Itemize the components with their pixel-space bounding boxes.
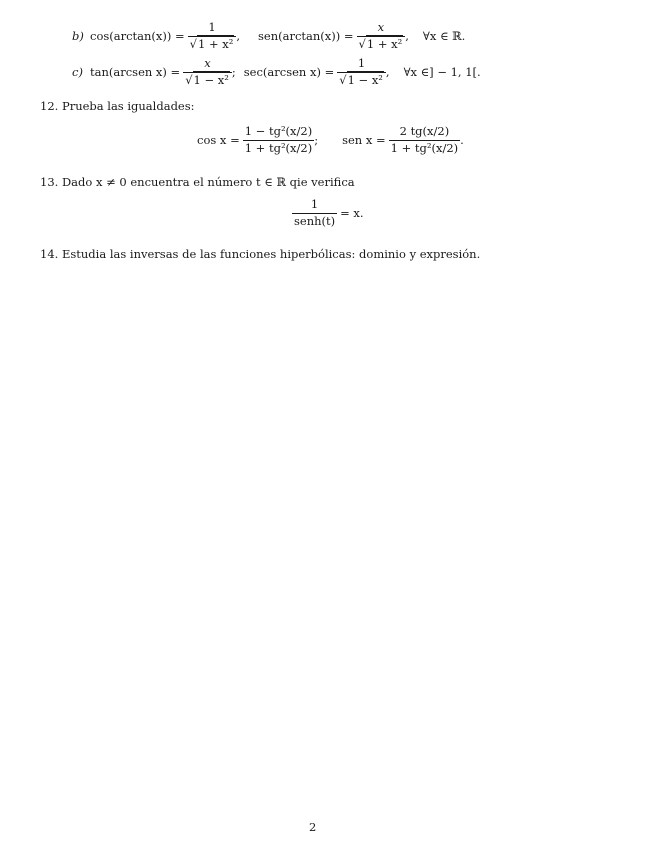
item-c-eq2-fraction [337,58,386,86]
problem-13-text: Dado x ≠ 0 encuentra el número t ∈ ℝ qie verifica [61,175,355,189]
item-c [72,58,481,86]
item-b-eq1-lhs: cos(arctan(x)) = [90,29,185,43]
problem-14-text: Estudia las inversas de las funciones hiperbólicas: dominio y expresión. [61,247,481,261]
item-c-eq1-radicand: 1 − x² [193,72,229,87]
item-c-eq2-numerator: 1 [357,56,366,70]
problem-13-denominator: senh(t) [294,213,336,228]
item-c-sep2: , [385,65,390,79]
item-b-sep2: , [405,29,409,43]
item-b-eq1-fraction [188,22,237,50]
item-b-eq2-radicand: 1 + x² [366,36,403,51]
problem-12 [40,99,195,113]
item-c-condition: ∀x ∈] − 1, 1[. [403,65,481,79]
sqrt-symbol: √1 + x² [358,36,403,51]
item-b-condition: ∀x ∈ ℝ. [422,29,466,43]
item-b-eq2-numerator: x [377,20,385,34]
problem-12-text: Prueba las igualdades: [61,99,195,113]
problem-12-eq1-lhs: cos x = [197,133,240,147]
problem-12-sep2: . [460,133,464,147]
problem-12-eq2-lhs: sen x = [342,133,386,147]
sqrt-symbol: √1 + x² [189,36,234,51]
problem-13 [40,175,355,189]
item-b-eq2-lhs: sen(arctan(x)) = [258,29,354,43]
problem-12-eq1-fraction [243,126,315,154]
item-b [72,22,465,50]
item-c-eq1-lhs: tan(arcsen x) = [90,65,181,79]
problem-12-eq2-numerator: 2 tg(x/2) [399,124,450,138]
item-b-eq2-fraction [357,22,406,50]
item-c-eq2-lhs: sec(arcsen x) = [243,65,335,79]
problem-12-eq2-fraction [389,126,461,154]
item-b-label: b) [72,29,84,43]
problem-12-eq2-denominator: 1 + tg²(x/2) [390,140,459,155]
item-c-eq1-numerator: x [204,56,211,70]
item-b-eq1-radicand: 1 + x² [198,36,234,51]
page-number: 2 [309,820,317,834]
problem-13-fraction [292,199,337,227]
sqrt-symbol: √1 − x² [185,72,229,87]
item-c-label: c) [72,65,83,79]
problem-13-numerator: 1 [310,197,319,211]
item-b-sep1: , [236,29,241,43]
problem-13-number: 13. [40,175,59,189]
problem-12-eq1-denominator: 1 + tg²(x/2) [244,140,313,155]
problem-14-number: 14. [40,247,59,261]
item-c-sep1: ; [231,65,236,79]
problem-12-number: 12. [40,99,59,113]
item-c-eq2-radicand: 1 − x² [347,72,383,87]
item-b-eq1-numerator: 1 [208,20,216,34]
problem-12-sep1: ; [314,133,319,147]
problem-12-eq1-numerator: 1 − tg²(x/2) [244,124,313,138]
sqrt-symbol: √1 − x² [339,72,383,87]
item-c-eq1-fraction [183,58,232,86]
problem-13-equation [292,199,364,227]
problem-13-rhs: = x. [340,206,364,220]
problem-12-equations [197,126,464,154]
problem-14 [40,247,480,261]
